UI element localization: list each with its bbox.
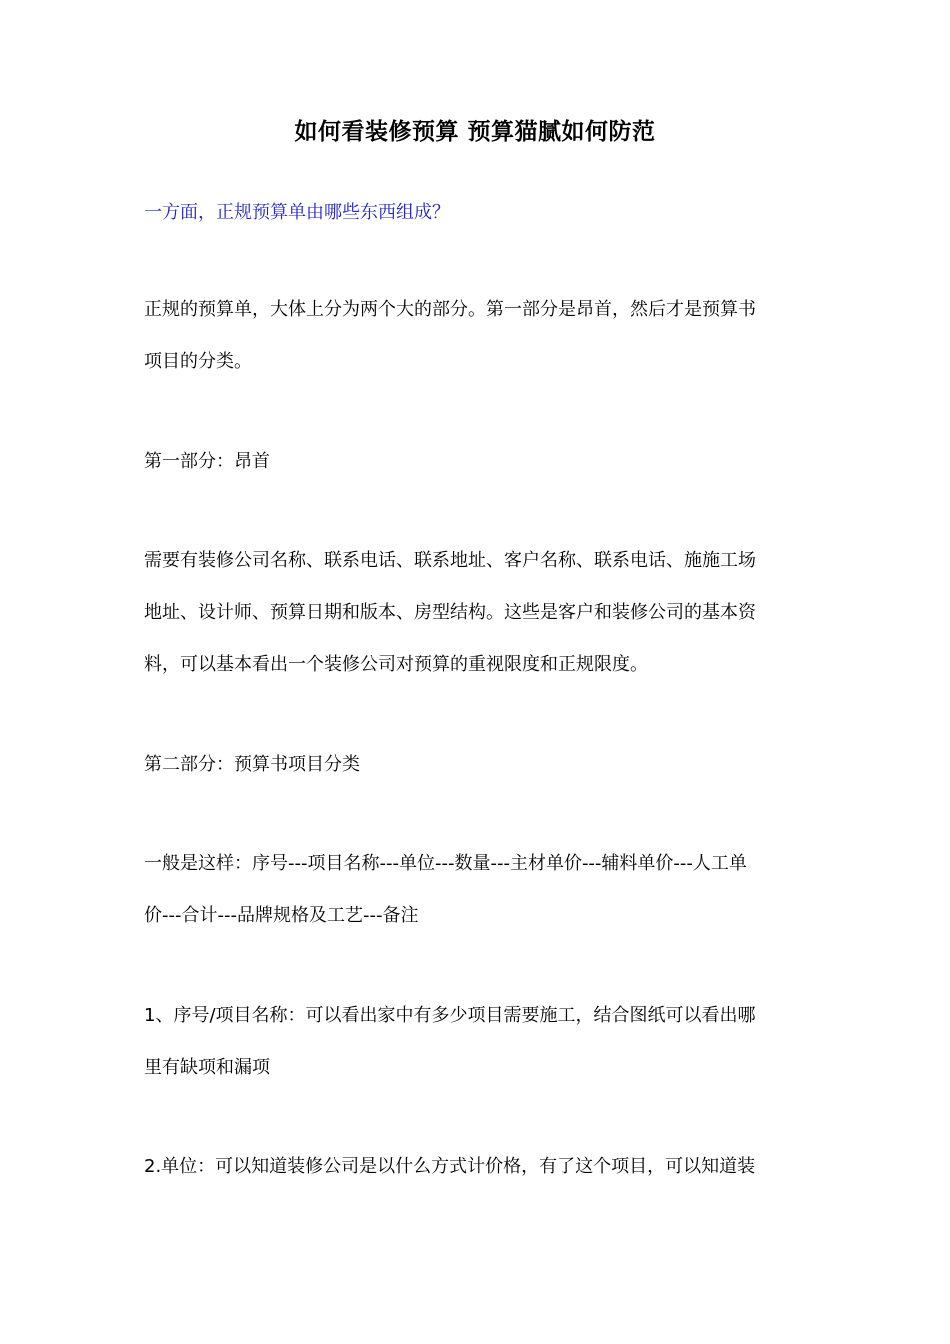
paragraph-intro — [144, 284, 804, 388]
paragraph-line: 1、序号/项目名称：可以看出家中有多少项目需要施工，结合图纸可以看出哪 — [144, 1005, 756, 1026]
paragraph-part-one-body — [144, 535, 804, 691]
paragraph-line: 地址、设计师、预算日期和版本、房型结构。这些是客户和装修公司的基本资 — [144, 602, 756, 623]
paragraph-part-one-heading — [144, 436, 804, 488]
paragraph-item-1 — [144, 990, 804, 1094]
paragraph-item-2 — [144, 1141, 804, 1193]
paragraph-line: 里有缺项和漏项 — [144, 1057, 270, 1078]
paragraph-line: 一般是这样：序号---项目名称---单位---数量---主材单价---辅料单价---人工单 — [144, 853, 747, 874]
paragraph-line: 料，可以基本看出一个装修公司对预算的重视限度和正规限度。 — [144, 654, 648, 675]
paragraph-line: 第二部分：预算书项目分类 — [144, 754, 360, 775]
paragraph-line: 正规的预算单，大体上分为两个大的部分。第一部分是昂首，然后才是预算书 — [144, 299, 756, 320]
paragraph-line: 需要有装修公司名称、联系电话、联系地址、客户名称、联系电话、施施工场 — [144, 550, 756, 571]
paragraph-line: 项目的分类。 — [144, 351, 252, 372]
paragraph-line: 第一部分：昂首 — [144, 451, 270, 472]
paragraph-part-two-heading — [144, 739, 804, 791]
paragraph-columns — [144, 838, 804, 942]
document-title: 如何看装修预算 预算猫腻如何防范 — [294, 118, 656, 145]
paragraph-line: 价---合计---品牌规格及工艺---备注 — [144, 905, 419, 926]
section-heading: 一方面，正规预算单由哪些东西组成？ — [144, 202, 450, 223]
paragraph-line: 2.单位：可以知道装修公司是以什么方式计价格，有了这个项目，可以知道装 — [144, 1156, 756, 1177]
